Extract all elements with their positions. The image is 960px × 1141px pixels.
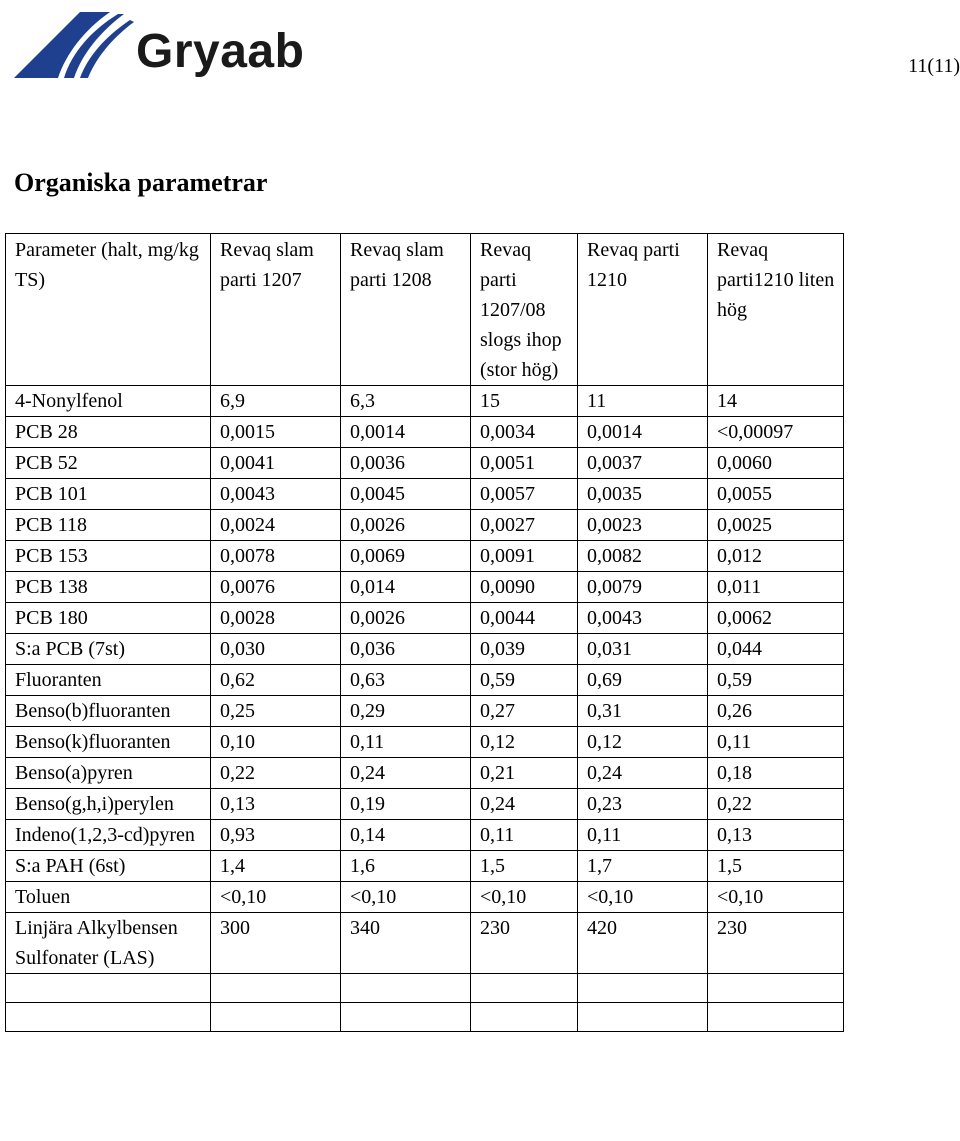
value-cell: 0,0041 xyxy=(211,448,341,479)
value-cell xyxy=(211,974,341,1003)
value-cell xyxy=(578,974,708,1003)
value-cell xyxy=(708,1003,844,1032)
gryaab-logo xyxy=(14,6,314,84)
value-cell: 0,031 xyxy=(578,634,708,665)
value-cell: 0,0026 xyxy=(341,510,471,541)
value-cell: 0,11 xyxy=(471,820,578,851)
table-row xyxy=(6,882,844,913)
parameter-name-cell: Benso(b)fluoranten xyxy=(6,696,211,727)
value-cell: 0,24 xyxy=(341,758,471,789)
value-cell: 1,5 xyxy=(471,851,578,882)
value-cell: 11 xyxy=(578,386,708,417)
value-cell: 0,12 xyxy=(471,727,578,758)
value-cell: 0,24 xyxy=(578,758,708,789)
value-cell: 0,0062 xyxy=(708,603,844,634)
parameter-name-cell: Linjära Alkylbensen Sulfonater (LAS) xyxy=(6,913,211,974)
table-body xyxy=(6,386,844,1032)
table-row xyxy=(6,974,844,1003)
value-cell: 0,036 xyxy=(341,634,471,665)
parameter-name-cell: PCB 28 xyxy=(6,417,211,448)
value-cell: 14 xyxy=(708,386,844,417)
parameter-name-cell xyxy=(6,974,211,1003)
page-number: 11(11) xyxy=(908,55,960,77)
value-cell: 0,14 xyxy=(341,820,471,851)
value-cell xyxy=(471,1003,578,1032)
table-row xyxy=(6,448,844,479)
value-cell: <0,10 xyxy=(341,882,471,913)
value-cell: 0,22 xyxy=(211,758,341,789)
value-cell: 0,0043 xyxy=(578,603,708,634)
column-header: Revaq parti 1207/08 slogs ihop (stor hög) xyxy=(471,234,578,386)
parameter-name-cell: S:a PCB (7st) xyxy=(6,634,211,665)
table-row xyxy=(6,789,844,820)
value-cell: 230 xyxy=(471,913,578,974)
value-cell: 0,0014 xyxy=(341,417,471,448)
value-cell: 0,25 xyxy=(211,696,341,727)
value-cell: 0,0090 xyxy=(471,572,578,603)
value-cell: 0,13 xyxy=(211,789,341,820)
value-cell: 0,0078 xyxy=(211,541,341,572)
parameter-name-cell: 4-Nonylfenol xyxy=(6,386,211,417)
value-cell: <0,10 xyxy=(471,882,578,913)
value-cell: 0,11 xyxy=(708,727,844,758)
table-row xyxy=(6,1003,844,1032)
logo-swoosh-icon xyxy=(14,6,134,84)
value-cell: 0,93 xyxy=(211,820,341,851)
table-row xyxy=(6,727,844,758)
value-cell xyxy=(578,1003,708,1032)
value-cell: 1,7 xyxy=(578,851,708,882)
value-cell: 15 xyxy=(471,386,578,417)
value-cell: 1,5 xyxy=(708,851,844,882)
value-cell xyxy=(708,974,844,1003)
table-row xyxy=(6,758,844,789)
value-cell: 0,19 xyxy=(341,789,471,820)
value-cell: 0,0014 xyxy=(578,417,708,448)
value-cell: <0,10 xyxy=(578,882,708,913)
value-cell: 0,31 xyxy=(578,696,708,727)
value-cell: 0,24 xyxy=(471,789,578,820)
parameter-name-cell: PCB 101 xyxy=(6,479,211,510)
value-cell: 0,0082 xyxy=(578,541,708,572)
value-cell: 0,0060 xyxy=(708,448,844,479)
parameter-name-cell: S:a PAH (6st) xyxy=(6,851,211,882)
value-cell: 0,13 xyxy=(708,820,844,851)
table-row xyxy=(6,510,844,541)
value-cell: 0,22 xyxy=(708,789,844,820)
value-cell xyxy=(211,1003,341,1032)
value-cell xyxy=(471,974,578,1003)
value-cell: 0,0015 xyxy=(211,417,341,448)
column-header: Revaq slam parti 1208 xyxy=(341,234,471,386)
value-cell: 0,0076 xyxy=(211,572,341,603)
value-cell: 0,0055 xyxy=(708,479,844,510)
value-cell xyxy=(341,974,471,1003)
parameter-name-cell: PCB 52 xyxy=(6,448,211,479)
table-row xyxy=(6,851,844,882)
value-cell: 0,0091 xyxy=(471,541,578,572)
value-cell: 0,0037 xyxy=(578,448,708,479)
value-cell: 0,014 xyxy=(341,572,471,603)
parameter-name-cell: Benso(k)fluoranten xyxy=(6,727,211,758)
parameter-name-cell: Fluoranten xyxy=(6,665,211,696)
value-cell: 1,4 xyxy=(211,851,341,882)
table-row xyxy=(6,417,844,448)
value-cell: 0,12 xyxy=(578,727,708,758)
table-row xyxy=(6,572,844,603)
logo-wordmark: Gryaab xyxy=(136,25,305,78)
value-cell: 0,0024 xyxy=(211,510,341,541)
table-header-row xyxy=(6,234,844,386)
value-cell: 0,21 xyxy=(471,758,578,789)
value-cell: 420 xyxy=(578,913,708,974)
organic-parameters-table xyxy=(5,233,844,1032)
value-cell: 0,0057 xyxy=(471,479,578,510)
parameter-name-cell: Indeno(1,2,3-cd)pyren xyxy=(6,820,211,851)
value-cell: 0,62 xyxy=(211,665,341,696)
value-cell: 0,0045 xyxy=(341,479,471,510)
value-cell: <0,10 xyxy=(211,882,341,913)
value-cell: 0,0026 xyxy=(341,603,471,634)
value-cell: 0,044 xyxy=(708,634,844,665)
value-cell: <0,00097 xyxy=(708,417,844,448)
section-title: Organiska parametrar xyxy=(14,168,268,197)
parameter-name-cell xyxy=(6,1003,211,1032)
value-cell: 0,63 xyxy=(341,665,471,696)
value-cell: 0,29 xyxy=(341,696,471,727)
value-cell: 0,0043 xyxy=(211,479,341,510)
parameter-name-cell: PCB 153 xyxy=(6,541,211,572)
value-cell: 340 xyxy=(341,913,471,974)
value-cell: 1,6 xyxy=(341,851,471,882)
value-cell: 0,27 xyxy=(471,696,578,727)
value-cell: 0,0051 xyxy=(471,448,578,479)
column-header: Revaq parti1210 liten hög xyxy=(708,234,844,386)
parameter-name-cell: PCB 118 xyxy=(6,510,211,541)
value-cell: 0,0035 xyxy=(578,479,708,510)
value-cell xyxy=(341,1003,471,1032)
table-row xyxy=(6,386,844,417)
value-cell: 300 xyxy=(211,913,341,974)
value-cell: 0,0044 xyxy=(471,603,578,634)
value-cell: 0,0023 xyxy=(578,510,708,541)
value-cell: 0,0027 xyxy=(471,510,578,541)
value-cell: 0,030 xyxy=(211,634,341,665)
parameter-name-cell: PCB 138 xyxy=(6,572,211,603)
value-cell: 6,3 xyxy=(341,386,471,417)
value-cell: 0,0025 xyxy=(708,510,844,541)
value-cell: 0,11 xyxy=(578,820,708,851)
value-cell: 0,0028 xyxy=(211,603,341,634)
parameter-name-cell: Benso(g,h,i)perylen xyxy=(6,789,211,820)
table-row xyxy=(6,541,844,572)
table-row xyxy=(6,479,844,510)
value-cell: 0,23 xyxy=(578,789,708,820)
column-header: Revaq slam parti 1207 xyxy=(211,234,341,386)
value-cell: <0,10 xyxy=(708,882,844,913)
table-row xyxy=(6,820,844,851)
table-row xyxy=(6,696,844,727)
value-cell: 0,26 xyxy=(708,696,844,727)
value-cell: 0,039 xyxy=(471,634,578,665)
parameter-name-cell: Toluen xyxy=(6,882,211,913)
value-cell: 0,0069 xyxy=(341,541,471,572)
column-header: Revaq parti 1210 xyxy=(578,234,708,386)
table-row xyxy=(6,634,844,665)
value-cell: 0,59 xyxy=(708,665,844,696)
value-cell: 0,59 xyxy=(471,665,578,696)
table-row xyxy=(6,665,844,696)
value-cell: 0,11 xyxy=(341,727,471,758)
parameter-name-cell: Benso(a)pyren xyxy=(6,758,211,789)
parameter-name-cell: PCB 180 xyxy=(6,603,211,634)
table-row xyxy=(6,603,844,634)
table-row xyxy=(6,913,844,974)
value-cell: 0,18 xyxy=(708,758,844,789)
value-cell: 0,10 xyxy=(211,727,341,758)
value-cell: 0,69 xyxy=(578,665,708,696)
value-cell: 6,9 xyxy=(211,386,341,417)
value-cell: 0,011 xyxy=(708,572,844,603)
column-header-parameter: Parameter (halt, mg/kg TS) xyxy=(6,234,211,386)
value-cell: 0,012 xyxy=(708,541,844,572)
value-cell: 230 xyxy=(708,913,844,974)
value-cell: 0,0079 xyxy=(578,572,708,603)
value-cell: 0,0034 xyxy=(471,417,578,448)
value-cell: 0,0036 xyxy=(341,448,471,479)
